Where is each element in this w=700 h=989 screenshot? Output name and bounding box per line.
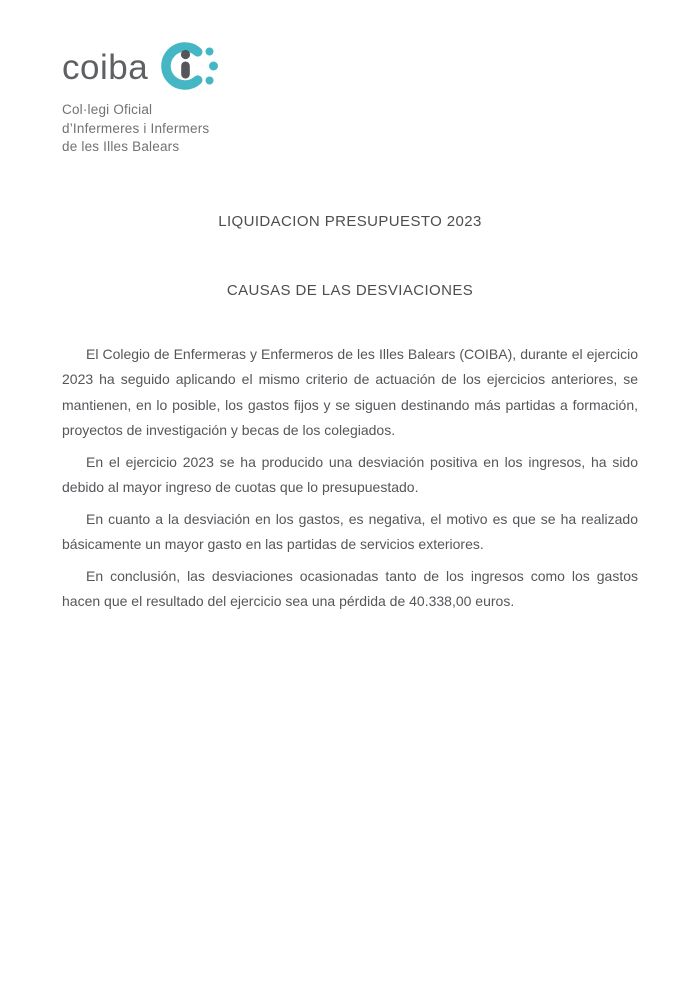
brand-row (62, 38, 638, 94)
section-heading: CAUSAS DE LAS DESVIACIONES (226, 281, 474, 299)
body-paragraph: En el ejercicio 2023 se ha producido una desviación positiva en los ingresos, ha sido debido al mayor ingreso de cuotas que lo presupuestado. (62, 453, 638, 495)
body-paragraph: En conclusión, las desviaciones ocasionadas tanto de los ingresos como los gastos hacen que el resultado del ejercicio sea una pérdida de 40.338,00 euros. (62, 567, 638, 609)
logo-subtitle (62, 101, 638, 157)
logo-subtitle-line: de les Illes Balears (62, 139, 180, 154)
coiba-ci-icon (161, 38, 223, 94)
document-body (62, 342, 638, 615)
document-title: LIQUIDACION PRESUPUESTO 2023 (218, 212, 482, 230)
coiba-logo (62, 38, 638, 157)
logo-subtitle-line: d’Infermeres i Infermers (62, 120, 210, 136)
logo-subtitle-line: Col·legi Oficial (62, 102, 153, 117)
brand-wordmark: coiba (62, 47, 149, 87)
body-paragraph: El Colegio de Enfermeras y Enfermeros de les Illes Balears (COIBA), durante el ejercicio 2023 ha seguido aplicando el mismo criterio de actuación de los ejercicios anteriores, se mantienen, en lo posible, los gastos fijos y se siguen destinando más partidas a formación, proyectos de investigación y becas de los colegiados. (62, 345, 638, 438)
body-paragraph: En cuanto a la desviación en los gastos, es negativa, el motivo es que se ha realizado básicamente un mayor gasto en las partidas de servicios exteriores. (62, 510, 638, 552)
